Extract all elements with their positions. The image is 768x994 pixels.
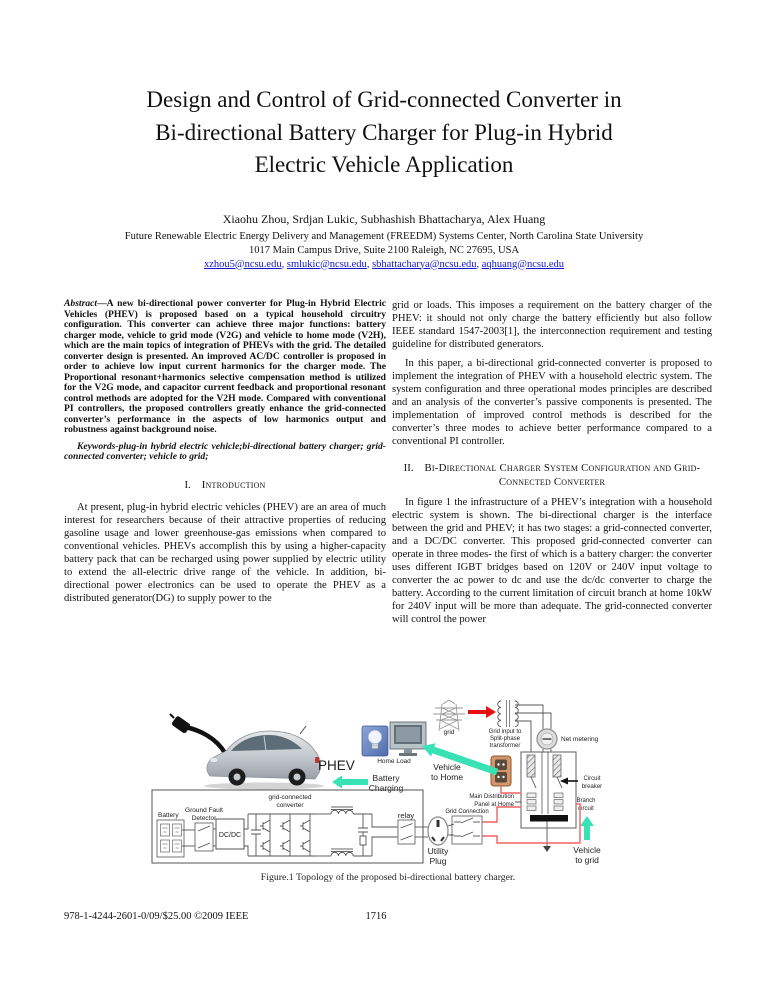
phev-car-image xyxy=(204,726,324,790)
grid-tower-icon xyxy=(433,700,465,731)
home-load-icons xyxy=(362,722,426,765)
address-line: 1017 Main Campus Drive, Suite 2100 Raleigh, NC 27695, USA xyxy=(248,244,520,256)
grid-connected-converter-label-1: grid-connected xyxy=(268,794,312,801)
section-title: Bi-Directional Charger System Configuration and Grid-Connected Converter xyxy=(424,462,701,488)
abstract-lead: Abstract xyxy=(64,298,98,309)
grid-label: grid xyxy=(443,729,455,736)
grid-flow-arrow xyxy=(468,706,496,718)
email-separator: , xyxy=(281,258,287,270)
charging-cable xyxy=(170,714,225,753)
figure-1 xyxy=(64,700,712,883)
copyright-line: 978-1-4244-2601-0/09/$25.00 ©2009 IEEE xyxy=(64,911,249,922)
affiliation-line: Future Renewable Electric Energy Delivery and Management (FREEDM) Systems Center, North Carolina State University xyxy=(124,230,644,242)
transformer-label-1: Grid input to xyxy=(488,729,522,735)
utility-plug-icon xyxy=(428,817,454,845)
paper-header xyxy=(0,84,768,272)
grid-connected-converter-label-2: converter xyxy=(276,802,304,809)
vehicle-to-home-label-2: to Home xyxy=(430,772,464,782)
grid-connection-label: Grid Connection xyxy=(445,809,489,815)
utility-plug-label-2: Plug xyxy=(429,856,447,866)
vehicle-to-grid-label-2: to grid xyxy=(575,855,599,865)
page-number: 1716 xyxy=(365,911,387,922)
branch-circuit-label-1: Branch xyxy=(576,798,596,804)
grid-connection-box xyxy=(445,809,488,844)
home-load-label: Home Load xyxy=(377,758,411,765)
computer-monitor-icon xyxy=(390,722,426,756)
ground-fault-label-1: Ground Fault xyxy=(185,807,223,814)
keywords-paragraph: Keywords-plug-in hybrid electric vehicle;bi-directional battery charger; grid-connected converter; vehicle to grid; xyxy=(64,440,386,462)
lightbulb-icon xyxy=(362,726,388,756)
transformer-label-2: Split-phase xyxy=(489,736,521,742)
abstract-paragraph xyxy=(64,299,386,436)
col2-paragraph-2: In this paper, a bi-directional grid-connected converter is proposed to implement the integration of PHEV with a household electric system. The system configuration and three operational modes principles are described and an analysis of the converter’s passive components is presented. The implementation of improved control methods is described for the converter’s three modes to achieve better performance compared to a conventional PI controller. xyxy=(392,358,712,447)
transformer-label-3: transformer xyxy=(489,743,521,749)
email-link-2[interactable]: smlukic@ncsu.edu xyxy=(286,258,367,270)
circuit-breaker-label-2: breaker xyxy=(581,784,603,790)
intro-paragraph: At present, plug-in hybrid electric vehicles (PHEV) are an area of much interest for researchers because of their attractive properties of reducing gasoline usage and lower greenhouse-gas emissions when compared to conventional vehicles. PHEVs accomplish this by using a higher-capacity battery pack that can be recharged using power supplied by electric utility to extend the all-electric drive range of the vehicle. In addition, bi-directional power electronics can be used to operate the PHEV as a distributed generator(DG) to supply power to the xyxy=(64,501,386,604)
distribution-panel xyxy=(521,752,576,852)
email-link-3[interactable]: sbhattacharya@ncsu.edu xyxy=(372,258,477,270)
email-link-1[interactable]: xzhou5@ncsu.edu xyxy=(203,258,282,270)
net-meter-icon xyxy=(537,729,557,752)
figure-caption: Figure.1 Topology of the proposed bi-directional battery charger. xyxy=(260,872,516,883)
section-number: II. xyxy=(403,462,414,474)
authors-line: Xiaohu Zhou, Srdjan Lukic, Subhashish Bhattacharya, Alex Huang xyxy=(222,211,546,226)
right-column xyxy=(392,299,712,632)
net-metering-label: Net metering xyxy=(561,736,599,743)
branch-circuit-label-2: circuit xyxy=(578,806,594,812)
converter-box xyxy=(152,790,428,863)
section-number: I. xyxy=(184,478,191,491)
left-column xyxy=(64,299,386,611)
title-line-2: Bi-directional Battery Charger for Plug-in Hybrid xyxy=(155,119,613,145)
dcdc-converter xyxy=(216,819,244,849)
vehicle-to-grid-label-1: Vehicle xyxy=(573,845,601,855)
emails-line xyxy=(0,258,768,272)
battery-charging-label-2: Charging xyxy=(368,783,404,793)
col2-paragraph-3: In figure 1 the infrastructure of a PHEV’s integration with a household electric system is shown. The bi-directional charger is the interface between the grid and PHEV; it has two stages: a grid-connected converter, and a DC/DC converter. This proposed grid-connected converter can operate in three modes- the first of which is a battery charger: the converter uses different IGBT bridges based on 120V or 240V input voltage to converter the ac power to dc and use the dc/dc converter to charge the battery. According to the current limitation of circuit branch at home 10kW for 240V input will be more than adequate. The grid-connected converter will control the power xyxy=(392,497,712,625)
main-distribution-label-1: Main Distribution xyxy=(469,794,514,800)
ground-fault-label-2: Detector xyxy=(191,815,217,822)
title-line-3: Electric Vehicle Application xyxy=(254,152,514,177)
dcdc-label: DC/DC xyxy=(218,832,242,839)
abstract-text: —A new bi-directional power converter for Plug-in Hybrid Electric Vehicles (PHEV) is proposed based on a typical household circuitry configuration. This converter can achieve three major functions: battery charger mode, vehicle to grid mode (V2G) and vehicle to home mode (V2H), which are the main topics of integration of PHEVs with the grid. The detailed converter design is presented. An improved AC/DC controller is proposed in order to achieve low input current harmonics for the charger mode. The Proportional resonant+harmonics selective compensation method is utilized for the V2G mode, and capacitor current feedback and proportional resonant control methods are adopted for the V2H mode. Compared with conventional PI controllers, the proposed controllers greatly enhance the grid-connected converter’s performance in the aspects of low harmonics output and robustness against background noise. xyxy=(64,298,386,435)
battery-pack xyxy=(157,812,184,857)
relay-label: relay xyxy=(397,811,415,820)
vehicle-to-grid-arrow xyxy=(580,816,594,840)
title-line-1: Design and Control of Grid-connected Converter in xyxy=(146,87,622,112)
main-distribution-label-2: Panel at Home xyxy=(474,802,514,808)
page-title xyxy=(0,84,768,182)
section-title: Introduction xyxy=(201,478,266,491)
battery-label: Battery xyxy=(158,812,179,819)
circuit-breaker-label-1: Circuit xyxy=(583,776,601,782)
igbt-bridge xyxy=(248,814,316,856)
email-link-4[interactable]: aqhuang@ncsu.edu xyxy=(481,258,565,270)
battery-charging-label-1: Battery xyxy=(372,773,400,783)
email-separator: , xyxy=(476,258,482,270)
vehicle-to-home-label-1: Vehicle xyxy=(433,762,461,772)
phev-label: PHEV xyxy=(318,758,355,773)
utility-plug-label-1: Utility xyxy=(427,846,449,856)
lc-filter xyxy=(316,807,398,856)
email-separator: , xyxy=(366,258,373,270)
section-heading-introduction xyxy=(64,478,386,492)
battery-charging-arrow xyxy=(332,776,368,789)
relay-box xyxy=(398,811,415,844)
section-heading-charger-system xyxy=(392,461,712,489)
col2-paragraph-1: grid or loads. This imposes a requirement on the battery charger of the PHEV: it should not only charge the battery efficiently but also follow IEEE standard 1547-2003[1], the interconnection requirement and testing guideline for distributed generators. xyxy=(392,300,712,350)
